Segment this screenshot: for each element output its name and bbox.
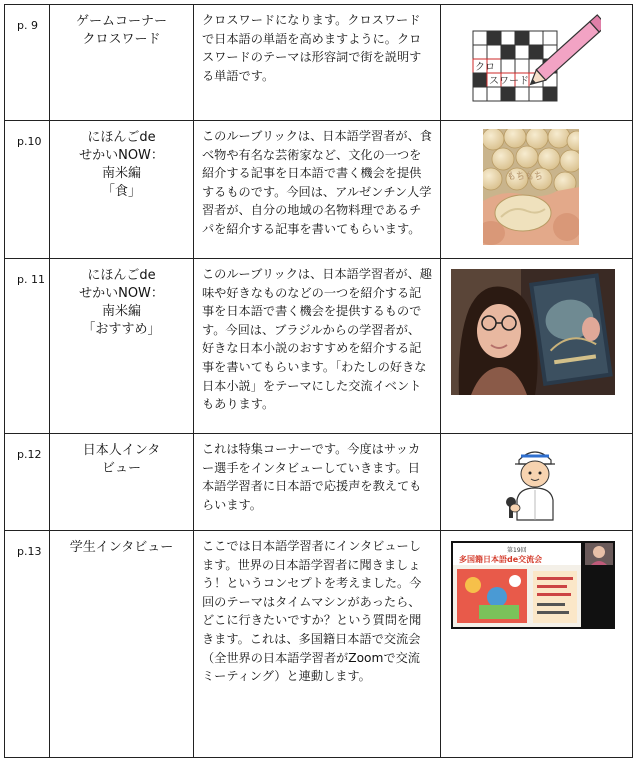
- section-description: クロスワードになります。クロスワードで日本語の単語を高めますように。クロスワードのテーマは形容詞で街を説明する単語です。: [194, 5, 441, 121]
- chipa-food-photo: [483, 129, 579, 245]
- zoom-meeting-screenshot: [451, 541, 615, 629]
- section-title: ゲームコーナー クロスワード: [50, 5, 194, 121]
- person-with-book-photo: [451, 269, 615, 395]
- table-row: [5, 5, 633, 121]
- section-title: にほんごde せかいNOW： 南米編 「食」: [50, 121, 194, 259]
- section-image: [441, 259, 633, 434]
- section-image: [441, 531, 633, 758]
- page-number: p. 11: [5, 259, 50, 434]
- interviewer-illustration: [503, 442, 567, 522]
- content-table: [4, 4, 633, 758]
- section-image: [441, 5, 633, 121]
- section-description: このルーブリックは、日本語学習者が、食べ物や有名な芸術家など、文化の一つを紹介する記事を日本語で書く機会を提供するものです。今回は、アルゼンチン人学習者が、自分の地域の名物料理であるチパを紹介する記事を書いてもらいます。: [194, 121, 441, 259]
- photo-caption: もちもち: [507, 172, 544, 182]
- table-row: [5, 434, 633, 531]
- section-description: このルーブリックは、日本語学習者が、趣味や好きなものなどの一つを紹介する記事を日本語で書く機会を提供するものです。今回は、ブラジルからの学習者が、好きな日本小説のおすすめを紹介する記事を書いてもらいます。「わたしの好きな日本小説」をテーマにした交流イベントもあります。: [194, 259, 441, 434]
- table-row: [5, 531, 633, 758]
- crossword-text: スワード: [489, 76, 529, 87]
- table-row: [5, 121, 633, 259]
- table-row: [5, 259, 633, 434]
- section-description: これは特集コーナーです。今度はサッカー選手をインタビューしていきます。日本語学習者に日本語で応援声を教えてもらいます。: [194, 434, 441, 531]
- page-number: p.12: [5, 434, 50, 531]
- page-number: p.13: [5, 531, 50, 758]
- section-title: 日本人インタ ビュー: [50, 434, 194, 531]
- event-number: 第19回: [507, 547, 527, 554]
- section-title: 学生インタビュー: [50, 531, 194, 758]
- event-title: 多国籍日本語de交流会: [459, 555, 543, 564]
- page-number: p. 9: [5, 5, 50, 121]
- page-number: p.10: [5, 121, 50, 259]
- section-image: [441, 121, 633, 259]
- section-description: ここでは日本語学習者にインタビューします。世界の日本語学習者に聞きましょう！というコンセプトを考えました。今回のテーマはタイムマシンがあったら、どこに行きたいですか？という質問を聞きます。これは、多国籍日本語で交流会（全世界の日本語学習者がZoomで交流ミーティング）と連動します。: [194, 531, 441, 758]
- section-image: [441, 434, 633, 531]
- section-title: にほんごde せかいNOW： 南米編 「おすすめ」: [50, 259, 194, 434]
- crossword-pencil-icon: [471, 13, 601, 109]
- crossword-text: クロ: [475, 62, 495, 73]
